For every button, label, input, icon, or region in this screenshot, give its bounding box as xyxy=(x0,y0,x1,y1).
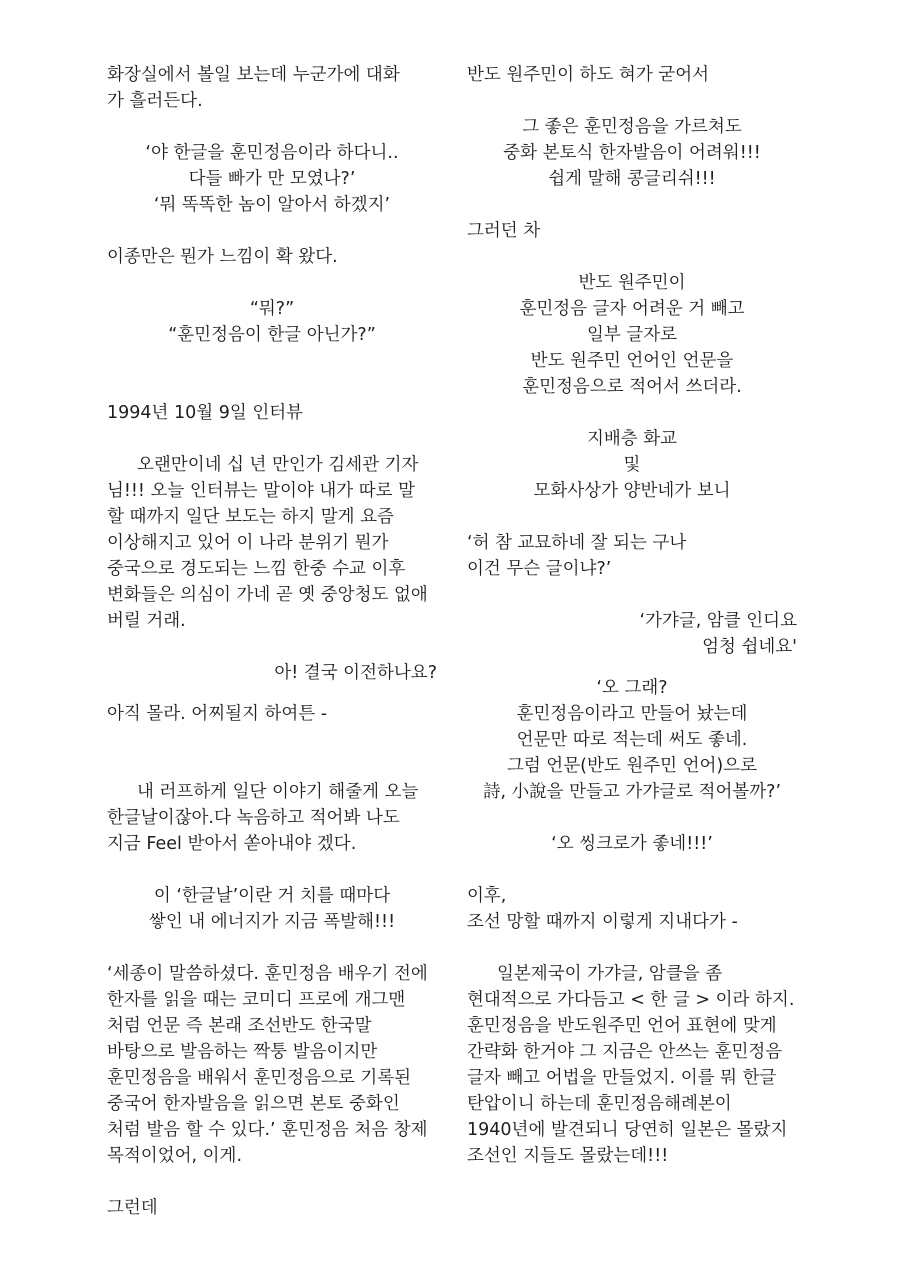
paragraph: 일본제국이 가갸글, 암클을 좀 현대적으로 가다듬고 < 한 글 > 이라 하지. 훈민정음을 반도원주민 언어 표현에 맞게 간략화 한거야 그 지금은 안쓰는 훈민정음 글자 빼고 어법을 만들었지. 이를 뭐 한글 탄압이니 하는데 훈민정음해례본이 1940년에 발견되니 당연히 일본은 몰랐지 조선인 지들도 몰랐는데!!! xyxy=(467,964,800,1166)
centered-dialogue: 지배층 화교 및 모화사상가 양반네가 보니 xyxy=(533,429,731,501)
paragraph: ‘세종이 말씀하셨다. 훈민정음 배우기 전에 한자를 읽을 때는 코미디 프로에 개그맨 처럼 언문 즉 본래 조선반도 한국말 바탕으로 발음하는 짝퉁 발음이지만 훈민정음을 배워서 훈민정음으로 기록된 중국어 한자발음을 읽으면 본토 중화인 처럼 발음 할 수 있다.’ 훈민정음 처음 창제 목적이었어, 이게. xyxy=(107,964,434,1166)
paragraph: ‘허 참 교묘하네 잘 되는 구나 이건 무슨 글이냐?’ xyxy=(467,533,687,579)
paragraph: 반도 원주민이 하도 혀가 굳어서 xyxy=(467,65,710,85)
paragraph: 화장실에서 볼일 보는데 누군가에 대화 가 흘러든다. xyxy=(107,65,400,111)
paragraph: 그러던 차 xyxy=(467,221,541,241)
section-heading: 1994년 10월 9일 인터뷰 xyxy=(107,403,304,423)
paragraph: 이후, 조선 망할 때까지 이렇게 지내다가 - xyxy=(467,886,738,932)
paragraph: 그런데 xyxy=(107,1198,158,1218)
paragraph: 아직 몰라. 어찌될지 하여튼 - xyxy=(107,704,328,724)
centered-dialogue: ‘오 그래? 훈민정음이라고 만들어 놨는데 언문만 따로 적는데 써도 좋네. 그럼 언문(반도 원주민 언어)으로 詩, 小說을 만들고 가갸글로 적어볼까?’ xyxy=(482,678,782,802)
centered-dialogue: 그 좋은 훈민정음을 가르쳐도 중화 본토식 한자발음이 어려워!!! 쉽게 말해 콩글리쉬!!! xyxy=(503,117,761,189)
paragraph: 내 러프하게 일단 이야기 해줄게 오늘 한글날이잖아.다 녹음하고 적어봐 나도 지금 Feel 받아서 쏟아내야 겠다. xyxy=(107,782,424,854)
centered-dialogue: ‘야 한글을 훈민정음이라 하다니.. 다들 빠가 만 모였나?’ ‘뭐 똑똑한 놈이 알아서 하겠지’ xyxy=(145,143,399,215)
right-aligned-dialogue: 아! 결국 이전하나요? xyxy=(274,663,437,683)
centered-dialogue: ‘오 씽크로가 좋네!!!’ xyxy=(551,834,713,854)
centered-dialogue: 반도 원주민이 훈민정음 글자 어려운 거 빼고 일부 글자로 반도 원주민 언어인 언문을 훈민정음으로 적어서 쓰더라. xyxy=(519,273,745,397)
centered-dialogue: “뭐?” “훈민정음이 한글 아닌가?” xyxy=(168,299,376,345)
right-aligned-dialogue: ‘가갸글, 암클 인디요 엄청 쉽네요' xyxy=(639,611,797,657)
right-column xyxy=(467,62,800,1169)
paragraph: 오랜만이네 십 년 만인가 김세관 기자 님!!! 오늘 인터뷰는 말이야 내가 따로 말 할 때까지 일단 보도는 하지 말게 요즘 이상해지고 있어 이 나라 분위기 뭔가 중국으로 경도되는 느낌 한중 수교 이후 변화들은 의심이 가네 곧 옛 중앙청도 없애 버릴 거래. xyxy=(107,455,434,631)
left-column xyxy=(107,62,437,1221)
paragraph: 이종만은 뭔가 느낌이 확 왔다. xyxy=(107,247,338,267)
centered-dialogue: 이 ‘한글날’이란 거 치를 때마다 쌓인 내 에너지가 지금 폭발해!!! xyxy=(148,886,396,932)
